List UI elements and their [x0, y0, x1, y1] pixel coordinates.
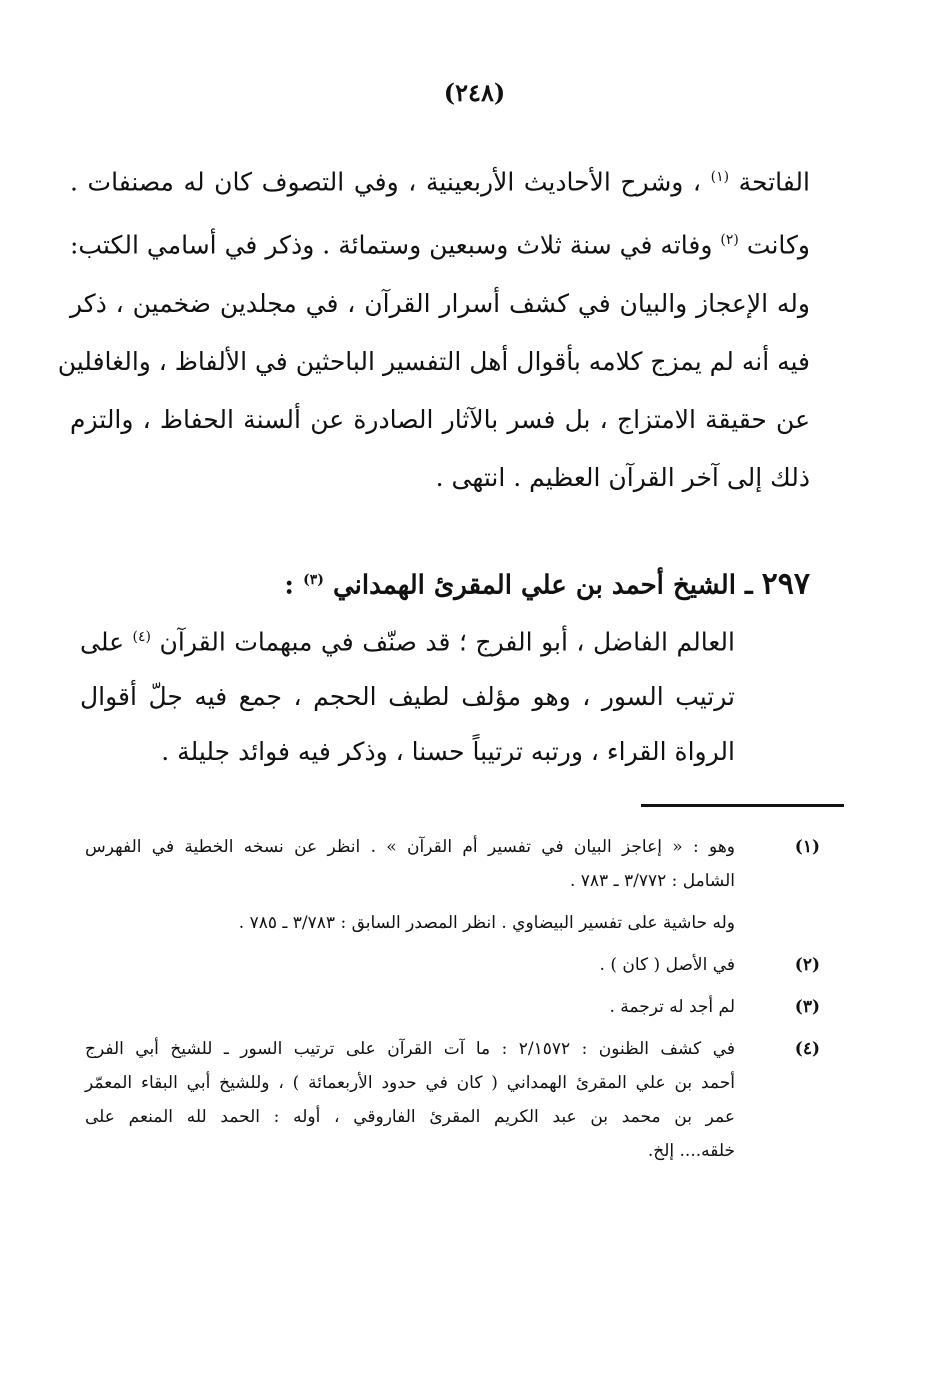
- text-line: الرواة القراء ، ورتبه ترتيباً حسنا ، وذكر فيه فوائد جليلة .: [161, 737, 735, 767]
- footnote-continuation: وله حاشية على تفسير البيضاوي . انظر المصدر السابق : ٣/٧٨٣ ـ ٧٨٥ .: [238, 913, 735, 933]
- footnote-number: (١): [794, 837, 820, 857]
- footnote-ref[interactable]: (٣): [303, 572, 324, 588]
- entry-body: [80, 610, 735, 779]
- footnote-ref[interactable]: (١): [710, 169, 730, 185]
- footnote-ref[interactable]: (٤): [132, 629, 152, 645]
- footnote: [85, 830, 820, 898]
- entry-title: ـ الشيخ أحمد بن علي المقرئ الهمداني: [332, 570, 753, 601]
- text-line: ذلك إلى آخر القرآن العظيم . انتهى .: [435, 462, 810, 492]
- page-number: (٢٤٨): [443, 78, 506, 107]
- footnotes: [85, 830, 820, 1176]
- text-line: ترتيب السور ، وهو مؤلف لطيف الحجم ، جمع فيه جلّ أقوال: [80, 682, 735, 712]
- footnote-number: (٤): [794, 1039, 820, 1059]
- footnote-text: في الأصل ( كان ) .: [599, 955, 735, 975]
- text-line: العالم الفاضل ، أبو الفرج ؛ قد صنّف في مبهمات القرآن $^{(٤)}$ على: [80, 627, 735, 657]
- footnote: [85, 1032, 820, 1168]
- heading-colon: :: [284, 570, 295, 601]
- footnote: [85, 948, 820, 982]
- footnote-number: (٢): [794, 955, 820, 975]
- footnote-text: وهو : « إعاجز البيان في تفسير أم القرآن » . انظر عن نسخه الخطية في الفهرس الشامل : ٣/٧٧٢ ـ ٧٨٣ .: [85, 837, 735, 891]
- footnote-ref[interactable]: (٢): [720, 232, 739, 249]
- text-line: فيه أنه لم يمزج كلامه بأقوال أهل التفسير الباحثين في الألفاظ ، والغافلين: [57, 346, 810, 376]
- footnote: [85, 990, 820, 1024]
- entry-number: ٢٩٧: [761, 566, 810, 602]
- text-line: وله الإعجاز والبيان في كشف أسرار القرآن ، في مجلدين ضخمين ، ذكر: [70, 288, 810, 318]
- text-line: وكانت $^{(٢)}$ وفاته في سنة ثلاث وسبعين وستمائة . وذكر في أسامي الكتب:: [70, 230, 810, 260]
- footnote-text: في كشف الظنون : ٢/١٥٧٢ : ما آت القرآن على ترتيب السور ـ للشيخ أبي الفرج أحمد بن علي المقرئ الهمداني ( كان في حدود الأربعمائة ) ، وللشيخ أبي البقاء المعمّر عمر بن محمد بن عبد الكريم المقرئ الفاروقي ، أوله : الحمد لله المنعم على خلقه.... إلخ.: [85, 1039, 735, 1161]
- main-paragraph: [57, 148, 810, 507]
- entry-heading: [250, 555, 810, 611]
- footnote-separator: [641, 804, 844, 807]
- text-line: الفاتحة $^{(١)}$ ، وشرح الأحاديث الأربعينية ، وفي التصوف كان له مصنفات .: [70, 167, 810, 197]
- footnote-text: لم أجد له ترجمة .: [609, 997, 735, 1017]
- footnote-number: (٣): [794, 997, 820, 1017]
- text-line: عن حقيقة الامتزاج ، بل فسر بالآثار الصادرة عن ألسنة الحفاظ ، والتزم: [70, 404, 810, 434]
